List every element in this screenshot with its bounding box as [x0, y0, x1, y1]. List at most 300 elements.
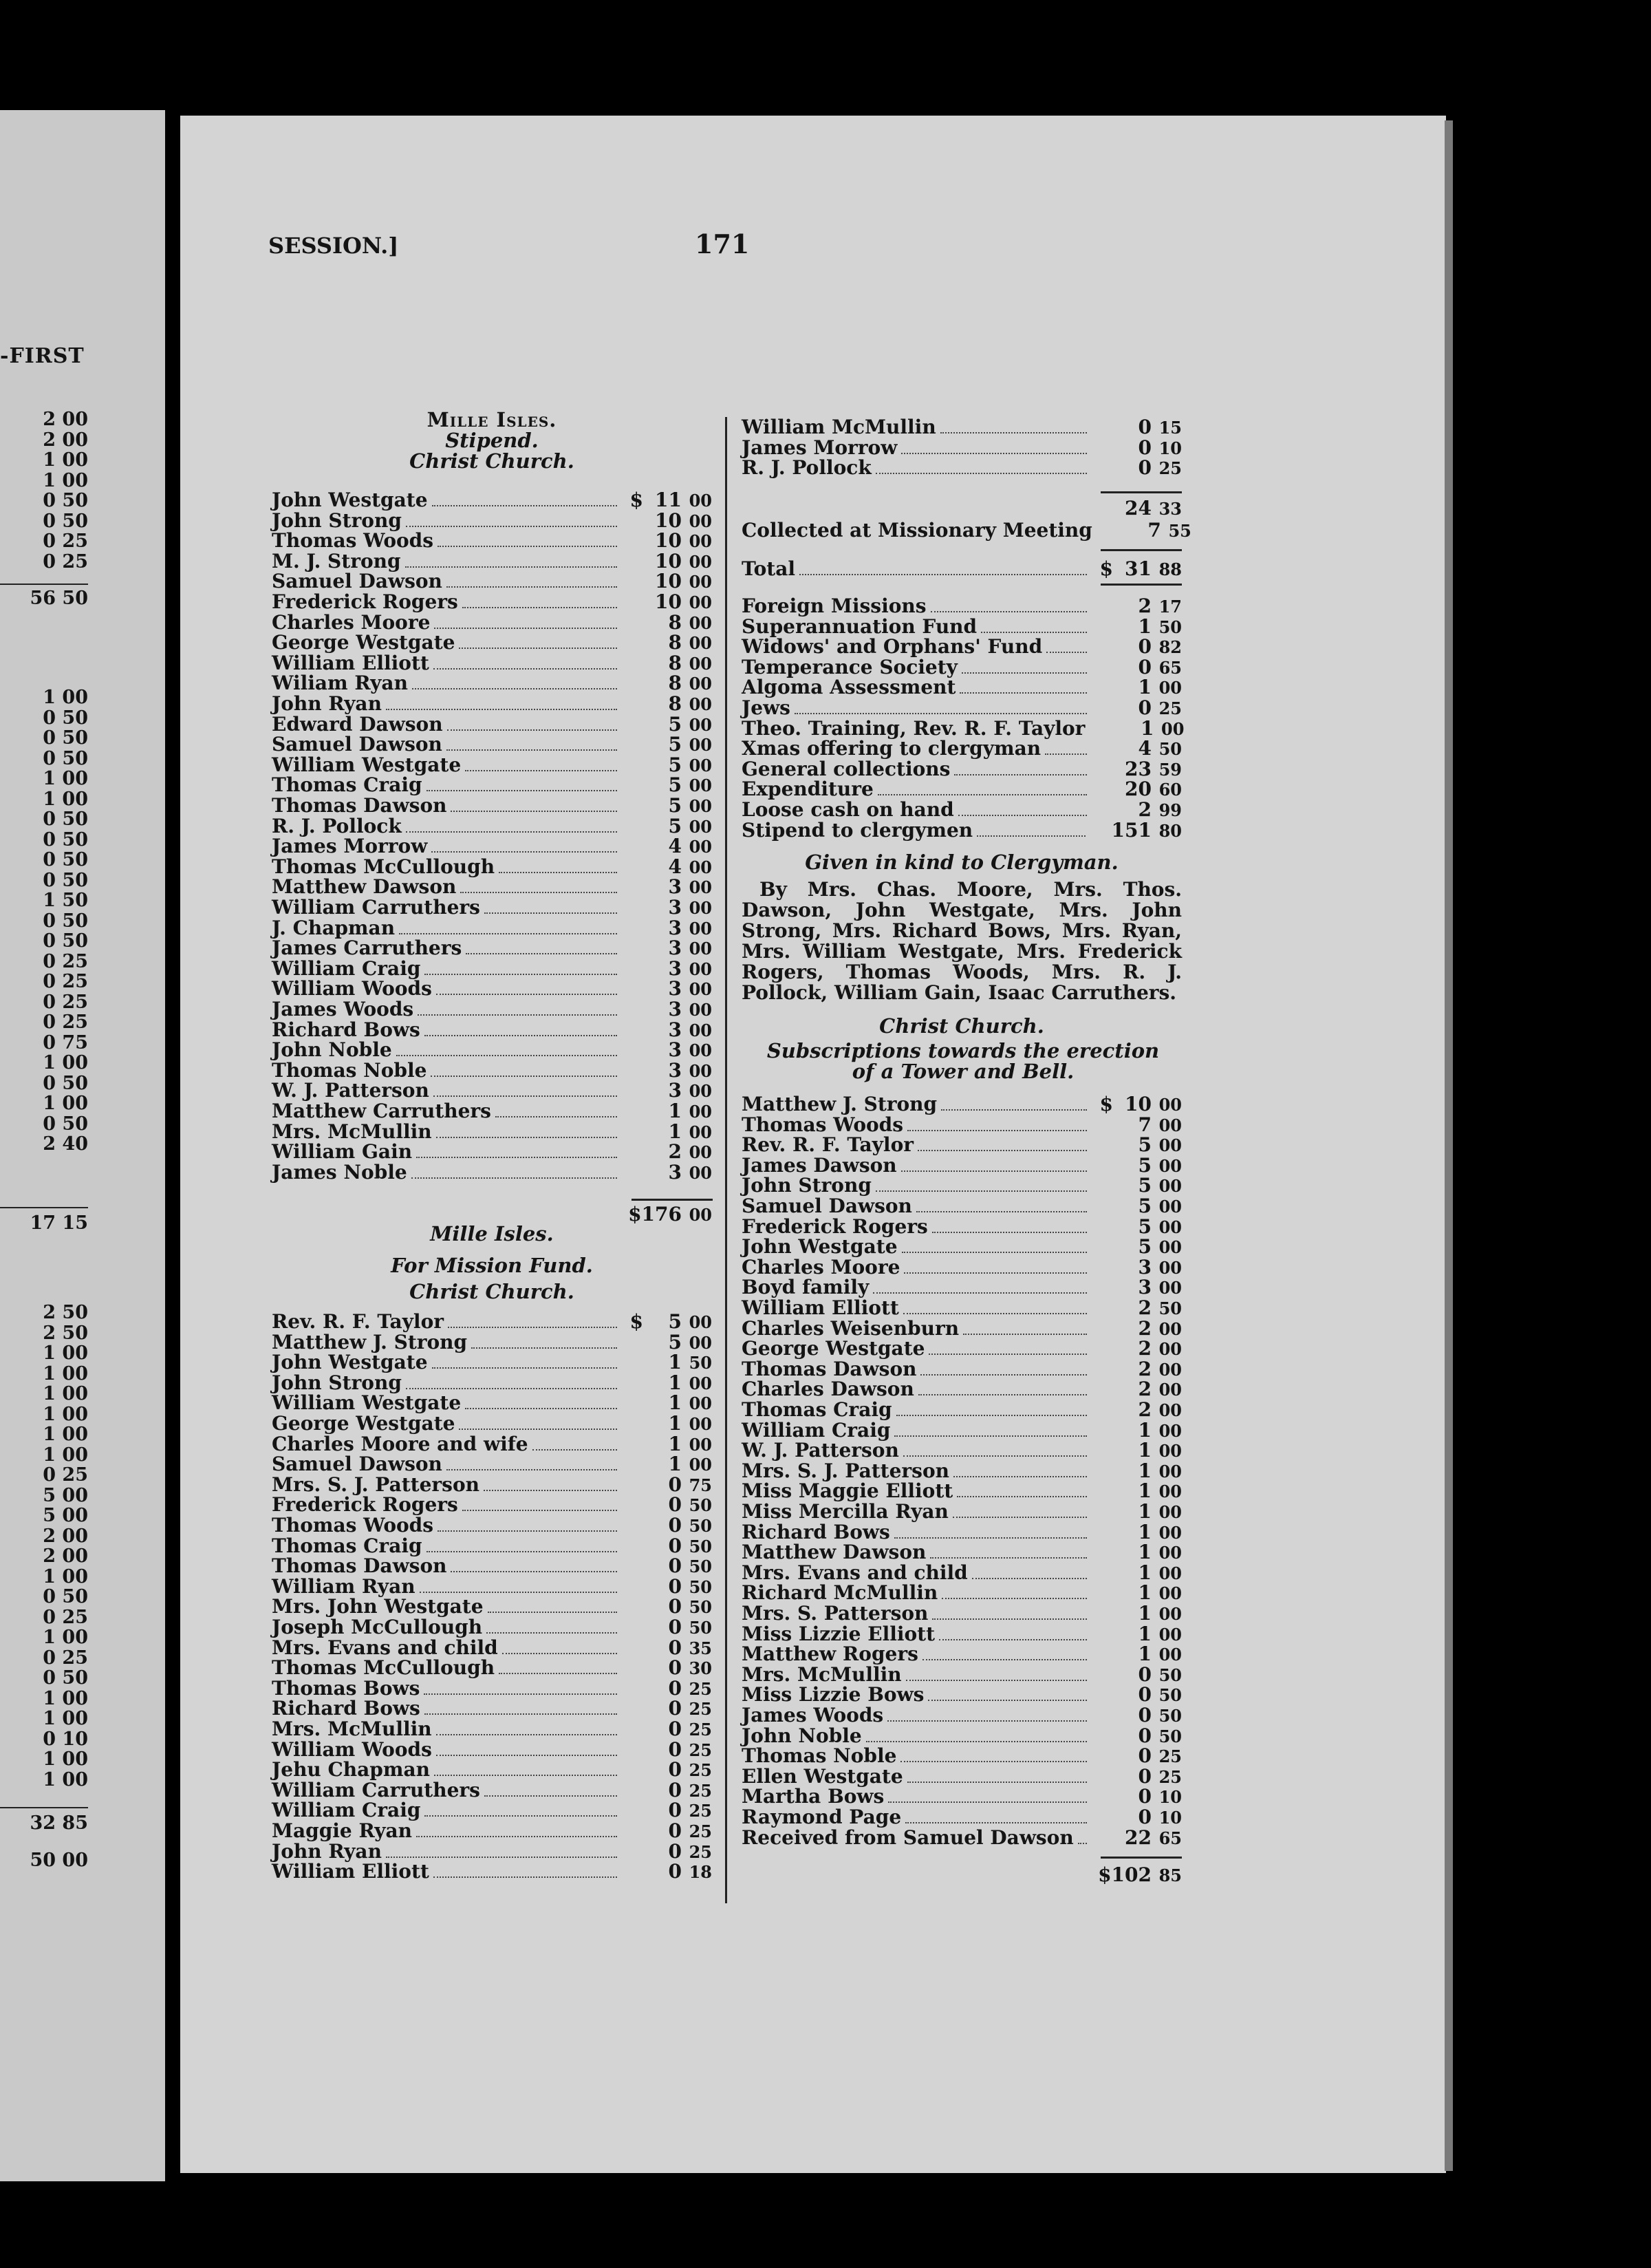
entry-dollars: 2 [1138, 1378, 1152, 1401]
leader-dots [878, 793, 1087, 795]
leader-dots [484, 912, 617, 914]
entry-cents: 00 [1158, 1543, 1182, 1563]
leader-dots [448, 1326, 617, 1328]
entry-row [742, 1420, 1182, 1442]
entry-row [742, 1684, 1182, 1706]
facing-amount: 0 25 [43, 971, 88, 992]
entry-cents: 50 [1158, 1726, 1182, 1746]
leader-dots [901, 452, 1087, 454]
entry-name: Frederick Rogers [272, 1493, 458, 1517]
entry-row [742, 1583, 1182, 1604]
entry-row [742, 1746, 1182, 1767]
entry-name: Xmas offering to clergyman [742, 737, 1042, 760]
entry-dollars: 10 [1125, 1093, 1152, 1115]
entry-dollars: 0 [668, 1697, 682, 1720]
entry-dollars: 0 [668, 1860, 682, 1883]
facing-amount: 1 00 [43, 1768, 88, 1790]
entry-row [742, 1603, 1182, 1625]
dollar-sign: $ [1099, 557, 1113, 580]
leader-dots [941, 1109, 1087, 1111]
entry-dollars: 10 [655, 570, 682, 593]
leader-dots [451, 1570, 617, 1572]
facing-total: 50 00 [30, 1850, 88, 1871]
leader-dots [953, 1516, 1087, 1518]
collected-row [742, 519, 1191, 542]
entry-row [272, 490, 712, 511]
entry-row [272, 1800, 712, 1821]
entry-cents: 99 [1158, 800, 1182, 820]
entry-cents: 25 [1158, 458, 1182, 479]
leader-dots [427, 789, 617, 791]
entry-cents: 00 [689, 1040, 712, 1061]
subtotal-row [742, 498, 1182, 520]
leader-dots [977, 835, 1085, 837]
entry-cents: 00 [1161, 718, 1185, 739]
entry-dollars: 0 [1138, 1744, 1152, 1768]
entry-cents: 00 [689, 837, 712, 857]
entry-dollars: 0 [668, 1819, 682, 1842]
leader-dots [424, 1815, 617, 1817]
entry-name: Charles Moore [272, 610, 431, 634]
entry-name: Stipend to clergymen [742, 818, 973, 842]
entry-cents: 00 [689, 816, 712, 837]
entry-row [742, 1766, 1182, 1788]
entry-name: Thomas Noble [272, 1058, 427, 1082]
entry-name: Samuel Dawson [272, 570, 442, 593]
entry-cents: 59 [1158, 759, 1182, 780]
entry-dollars: 3 [668, 875, 682, 899]
entry-cents: 30 [689, 1658, 712, 1679]
facing-amount: 1 00 [43, 1708, 88, 1729]
entry-dollars: 7 [1147, 519, 1161, 542]
entry-row [742, 1318, 1182, 1340]
entry-dollars: 3 [1138, 1255, 1152, 1279]
leader-dots [907, 1129, 1087, 1131]
entry-row [272, 1737, 712, 1761]
entry-name: Edward Dawson [272, 712, 443, 736]
facing-amount: 1 00 [43, 788, 88, 810]
entry-name: Theo. Training, Rev. R. F. Taylor [742, 716, 1086, 740]
leader-dots [465, 769, 617, 771]
running-header: SESSION.] [268, 233, 399, 259]
dollar-sign: $ [628, 1203, 642, 1226]
facing-amount: 1 00 [43, 1687, 88, 1709]
leader-dots [396, 1054, 617, 1056]
entry-name: William Elliott [742, 1296, 899, 1319]
entry-cents: 50 [1158, 739, 1182, 760]
entry-cents: 00 [689, 877, 712, 898]
facing-amount: 0 50 [43, 849, 88, 870]
facing-amount: 2 50 [43, 1322, 88, 1344]
entry-dollars: 7 [1138, 1113, 1152, 1136]
entry-row [742, 1705, 1182, 1726]
entry-row [742, 438, 1182, 459]
book-gutter [165, 110, 179, 2181]
subtotal-rule [1101, 491, 1182, 493]
entry-name: Total [742, 557, 796, 580]
entry-row [742, 738, 1182, 760]
leader-dots [459, 647, 617, 649]
entry-dollars: 1 [668, 1432, 682, 1455]
entry-cents: 00 [689, 612, 712, 633]
facing-amount: 1 50 [43, 890, 88, 911]
entry-name: George Westgate [272, 631, 455, 654]
entry-cents: 00 [689, 1102, 712, 1122]
entry-name: Expenditure [742, 778, 874, 801]
entry-cents: 00 [689, 918, 712, 939]
entry-name: Jews [742, 696, 790, 719]
entry-dollars: 3 [1138, 1276, 1152, 1299]
entry-name: William Ryan [272, 1574, 416, 1598]
entry-dollars: 0 [668, 1778, 682, 1801]
entry-dollars: 4 [668, 855, 682, 878]
entry-name: Matthew Carruthers [272, 1100, 491, 1122]
entry-row [272, 571, 712, 592]
entry-cents: 00 [1158, 1522, 1182, 1543]
entry-cents: 00 [689, 775, 712, 796]
entry-dollars: 5 [668, 1330, 682, 1354]
entry-cents: 50 [689, 1597, 712, 1618]
entry-row [742, 716, 1185, 740]
entry-dollars: 5 [668, 773, 682, 797]
leader-dots [433, 1095, 617, 1097]
leader-dots [795, 712, 1087, 714]
entry-row [742, 1501, 1182, 1523]
leader-dots [502, 1652, 617, 1654]
entry-dollars: 0 [668, 1636, 682, 1659]
leader-dots [532, 1448, 617, 1451]
entry-name: Rev. R. F. Taylor [272, 1310, 444, 1333]
entry-dollars: 5 [668, 712, 682, 736]
entry-dollars: 3 [668, 937, 682, 960]
entry-cents: 50 [1158, 617, 1182, 637]
entry-dollars: 0 [1138, 436, 1152, 459]
entry-cents: 00 [689, 735, 712, 756]
entry-cents: 00 [689, 1162, 712, 1183]
entry-name: James Morrow [742, 436, 898, 459]
entry-cents: 25 [689, 1821, 712, 1841]
entry-name: Thomas Woods [742, 1113, 904, 1136]
leader-dots [436, 1733, 617, 1735]
leader-dots [406, 831, 617, 833]
entry-name: John Strong [272, 509, 402, 532]
entry-row [742, 1237, 1182, 1258]
entry-cents: 00 [689, 1081, 712, 1102]
entry-name: Thomas Dawson [272, 1554, 447, 1578]
entry-dollars: 10 [655, 549, 682, 573]
entry-name: Mrs. S. Patterson [742, 1602, 929, 1625]
entry-row [742, 779, 1182, 800]
entry-dollars: 24 [1125, 497, 1152, 520]
entry-dollars: 5 [1138, 1153, 1152, 1177]
entry-name: Matthew Dawson [742, 1541, 927, 1564]
leader-dots [424, 1034, 617, 1036]
entry-name: Thomas Dawson [272, 794, 447, 817]
facing-amount: 0 50 [43, 930, 88, 952]
entry-cents: 65 [1158, 657, 1182, 678]
entry-dollars: 0 [1138, 456, 1152, 480]
entry-cents: 50 [689, 1516, 712, 1536]
leader-dots [484, 1489, 617, 1491]
mission-title: Mille Isles. [430, 1222, 554, 1245]
entry-cents: 50 [1158, 1685, 1182, 1706]
entry-row [272, 1556, 712, 1577]
entry-name: Collected at Missionary Meeting [742, 519, 1092, 542]
entry-name: Matthew Rogers [742, 1643, 918, 1666]
leader-dots [902, 1251, 1087, 1253]
entry-name: Thomas Woods [272, 529, 434, 553]
facing-amount: 0 25 [43, 950, 88, 972]
entry-dollars: 0 [1138, 1724, 1152, 1747]
entry-row [272, 1312, 712, 1333]
entry-name: R. J. Pollock [742, 456, 872, 480]
entry-row [272, 755, 712, 776]
entry-name: Richard Bows [272, 1018, 420, 1041]
entry-name: M. J. Strong [272, 549, 401, 573]
entry-row [272, 1080, 712, 1102]
leader-dots [427, 1550, 617, 1552]
entry-row [272, 1162, 712, 1184]
entry-dollars: 0 [1138, 1806, 1152, 1828]
leader-dots [406, 1387, 617, 1389]
leader-dots [433, 1876, 617, 1878]
entry-cents: 65 [1158, 1828, 1182, 1848]
entry-name: Mrs. S. J. Patterson [742, 1459, 949, 1482]
entry-name: R. J. Pollock [272, 814, 402, 837]
entry-row [272, 592, 712, 613]
facing-amount: 5 00 [43, 1484, 88, 1506]
entry-name: General collections [742, 757, 951, 780]
leader-dots [412, 687, 617, 689]
mission-subtitle: For Mission Fund. [391, 1254, 593, 1277]
entry-dollars: 1 [668, 1120, 682, 1143]
entry-row [742, 636, 1182, 658]
entry-name: Charles Moore and wife [272, 1432, 528, 1455]
entry-dollars: 1 [1138, 1643, 1152, 1666]
entry-dollars: 10 [655, 590, 682, 613]
entry-name: Superannuation Fund [742, 614, 978, 638]
entry-row [742, 1786, 1182, 1808]
entry-row [272, 511, 712, 532]
entry-row [272, 1515, 712, 1537]
entry-name: Charles Moore [742, 1255, 900, 1279]
entry-row [742, 1624, 1182, 1645]
entry-dollars: 1 [668, 1453, 682, 1476]
leader-dots [942, 1597, 1087, 1599]
entry-name: John Noble [272, 1038, 392, 1062]
entry-row [742, 417, 1182, 438]
entry-cents: 00 [1158, 1502, 1182, 1522]
entry-row [272, 918, 712, 939]
entry-dollars: 0 [668, 1839, 682, 1863]
entry-name: William Elliott [272, 651, 429, 674]
tower-title: Subscriptions towards the erection of a Tower and Bell. [766, 1039, 1160, 1083]
entry-name: John Westgate [272, 1351, 428, 1374]
entry-name: Mrs. McMullin [272, 1120, 432, 1143]
entry-cents: 00 [689, 551, 712, 572]
facing-total: 32 85 [30, 1812, 88, 1834]
entry-dollars: 3 [668, 896, 682, 919]
entry-dollars: 0 [1138, 635, 1152, 659]
leader-dots [499, 871, 617, 873]
entry-name: Thomas Dawson [742, 1357, 917, 1380]
facing-amount: 5 00 [43, 1505, 88, 1526]
entry-cents: 00 [689, 1060, 712, 1081]
leader-dots [446, 586, 617, 588]
entry-row [272, 612, 712, 634]
entry-dollars: 1 [1138, 1520, 1152, 1543]
entry-name: John Westgate [742, 1235, 898, 1259]
total-row [742, 1865, 1182, 1886]
entry-dollars: 0 [668, 1595, 682, 1618]
facing-amount: 0 50 [43, 809, 88, 830]
leader-dots [931, 610, 1087, 612]
entry-cents: 15 [1158, 418, 1182, 438]
entry-name: Matthew J. Strong [742, 1093, 938, 1115]
entry-cents: 00 [1158, 1420, 1182, 1441]
entry-cents: 00 [689, 898, 712, 918]
entry-name: William Elliott [272, 1860, 429, 1883]
entry-row [742, 1807, 1182, 1828]
facing-amount: 0 25 [43, 1464, 88, 1486]
entry-name: Thomas Bows [272, 1676, 420, 1700]
entry-row [272, 1759, 712, 1781]
entry-row [272, 938, 712, 959]
leader-dots [465, 1407, 617, 1409]
entry-cents: 00 [689, 1122, 712, 1142]
entry-cents: 00 [1158, 1257, 1182, 1278]
entry-row [742, 1257, 1182, 1279]
facing-amount: 0 25 [43, 531, 88, 552]
entry-cents: 33 [1158, 499, 1182, 519]
entry-cents: 00 [689, 1373, 712, 1393]
entry-cents: 00 [1158, 678, 1182, 698]
entry-name: Jehu Chapman [272, 1758, 431, 1782]
tower-church: Christ Church. [879, 1014, 1044, 1038]
entry-cents: 00 [1158, 1135, 1182, 1156]
entry-row [272, 1536, 712, 1557]
entry-cents: 60 [1158, 780, 1182, 800]
entry-dollars: 1 [1138, 1479, 1152, 1503]
entry-name: James Woods [742, 1704, 884, 1726]
entry-row [742, 1338, 1182, 1360]
entry-row [272, 1454, 712, 1475]
entry-row [272, 775, 712, 796]
leader-dots [873, 1292, 1087, 1294]
entry-dollars: 4 [668, 835, 682, 858]
entry-cents: 25 [689, 1841, 712, 1862]
facing-total: 56 50 [30, 588, 88, 609]
entry-dollars: 5 [1138, 1215, 1152, 1238]
entry-row [742, 1175, 1182, 1197]
entry-cents: 00 [1158, 1176, 1182, 1197]
entry-name: Richard McMullin [742, 1581, 938, 1605]
stipend-church: Christ Church. [409, 449, 574, 473]
entry-row [272, 1861, 712, 1883]
entry-name: John Strong [272, 1371, 402, 1394]
leader-dots [916, 1210, 1087, 1212]
facing-amount: 0 10 [43, 1728, 88, 1750]
entry-row [272, 877, 712, 898]
facing-amount: 0 50 [43, 727, 88, 749]
entry-cents: 00 [1158, 1380, 1182, 1400]
entry-cents: 00 [1158, 1278, 1182, 1298]
leader-dots [903, 1312, 1087, 1314]
leader-dots [972, 1577, 1087, 1579]
entry-cents: 00 [689, 939, 712, 959]
entry-dollars: 5 [668, 733, 682, 756]
leader-dots [896, 1414, 1087, 1416]
entry-cents: 00 [689, 572, 712, 592]
entry-row [272, 978, 712, 1000]
entry-cents: 10 [1158, 1787, 1182, 1808]
entry-row [742, 1115, 1182, 1136]
entry-row [742, 1379, 1182, 1400]
entry-cents: 88 [1158, 559, 1182, 579]
facing-amount: 0 50 [43, 490, 88, 511]
entry-dollars: 0 [668, 1554, 682, 1578]
entry-row [272, 1719, 712, 1740]
entry-dollars: 5 [1138, 1174, 1152, 1197]
facing-total: 17 15 [30, 1212, 88, 1234]
entry-dollars: 0 [668, 1616, 682, 1638]
entry-name: William Gain [272, 1140, 413, 1164]
entry-name: Widows' and Orphans' Fund [742, 635, 1043, 659]
entry-name: John Strong [742, 1174, 872, 1197]
leader-dots [940, 431, 1087, 434]
facing-amount: 1 00 [43, 1748, 88, 1770]
leader-dots [486, 1632, 617, 1634]
entry-dollars: 8 [668, 651, 682, 674]
entry-dollars: 0 [1138, 1662, 1152, 1686]
entry-dollars: 1 [1138, 1418, 1152, 1442]
entry-row [272, 1841, 712, 1863]
entry-name: William Westgate [272, 753, 462, 776]
facing-amount: 0 50 [43, 1113, 88, 1135]
entry-cents: 55 [1168, 521, 1191, 541]
leader-dots [447, 729, 617, 731]
entry-dollars: 1 [668, 1371, 682, 1394]
leader-dots [488, 1611, 617, 1613]
entry-name: Maggie Ryan [272, 1819, 413, 1842]
entry-cents: 80 [1158, 820, 1182, 841]
entry-row [272, 999, 712, 1020]
entry-name: Miss Lizzie Elliott [742, 1622, 936, 1645]
entry-cents: 00 [689, 1455, 712, 1475]
entry-cents: 00 [689, 796, 712, 816]
entry-name: Martha Bows [742, 1785, 885, 1808]
entry-dollars: 2 [1138, 798, 1152, 821]
facing-amount: 1 00 [43, 1565, 88, 1587]
entry-dollars: 0 [668, 1514, 682, 1537]
leader-dots [929, 1353, 1087, 1355]
leader-dots [438, 1530, 617, 1532]
entry-name: Thomas Craig [272, 1534, 422, 1557]
entry-cents: 00 [1158, 1563, 1182, 1583]
entry-row [742, 1563, 1182, 1584]
entry-name: John Westgate [272, 489, 428, 511]
entry-dollars: 1 [668, 1391, 682, 1415]
entry-dollars: 2 [1138, 1296, 1152, 1319]
leader-dots [918, 1393, 1087, 1395]
entry-name: Raymond Page [742, 1806, 902, 1828]
leader-dots [962, 672, 1087, 674]
entry-row [272, 1122, 712, 1143]
entry-cents: 00 [689, 511, 712, 531]
facing-amount: 2 40 [43, 1133, 88, 1155]
leader-dots [416, 1156, 617, 1158]
mission-church: Christ Church. [409, 1280, 574, 1303]
